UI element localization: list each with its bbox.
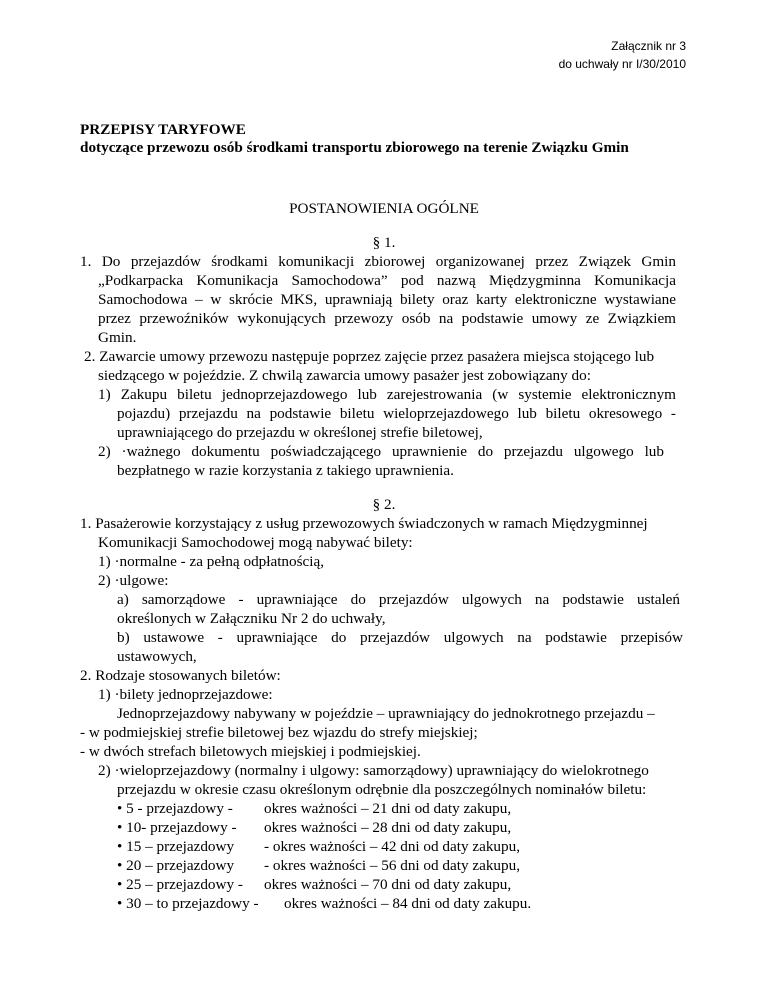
- par2-line: 2. Rodzaje stosowanych biletów:: [80, 667, 281, 684]
- par2-line: 1) ·bilety jednoprzejazdowe:: [98, 686, 273, 703]
- par2-line: 2) ·wieloprzejazdowy (normalny i ulgowy: samorządowy) uprawniający do wielokrotnego: [98, 762, 649, 779]
- annex-line-1: Załącznik nr 3: [611, 39, 686, 53]
- par1-line: 1. Do przejazdów środkami komunikacji zbiorowej organizowanej przez Związek Gmin: [80, 253, 676, 270]
- par1-line: 2) ·ważnego dokumentu poświadczającego uprawnienie do przejazdu ulgowego lub: [98, 443, 664, 460]
- par2-line: - w podmiejskiej strefie biletowej bez wjazdu do strefy miejskiej;: [80, 724, 478, 741]
- par2-line: przejazdu w okresie czasu określonym odrębnie dla poszczególnych nominałów biletu:: [117, 781, 647, 798]
- par2-line: Komunikacji Samochodowej mogą nabywać bilety:: [98, 534, 413, 551]
- ticket-type: • 20 – przejazdowy: [117, 857, 235, 874]
- par1-line: bezpłatnego w razie korzystania z takiego uprawnienia.: [117, 462, 454, 479]
- par1-line: Gmin.: [98, 329, 137, 346]
- ticket-type: • 5 - przejazdowy -: [117, 800, 233, 817]
- ticket-validity: okres ważności – 28 dni od daty zakupu,: [264, 819, 512, 836]
- paragraph-sign-1: § 1.: [372, 234, 396, 251]
- par1-line: przez przewoźników wykonujących przewozy osób na podstawie umowy ze Związkiem: [98, 310, 676, 327]
- ticket-validity: - okres ważności – 56 dni od daty zakupu,: [264, 857, 521, 874]
- par1-line: Samochodowa – w skrócie MKS, uprawniają bilety oraz karty elektroniczne wystawiane: [98, 291, 676, 308]
- par2-line: b) ustawowe - uprawniające do przejazdów ulgowych na podstawie przepisów: [117, 629, 683, 646]
- ticket-validity: - okres ważności – 42 dni od daty zakupu,: [264, 838, 521, 855]
- par2-line: 1) ·normalne - za pełną odpłatnością,: [98, 553, 325, 570]
- document-title: PRZEPISY TARYFOWE: [80, 121, 246, 138]
- annex-line-2: do uchwały nr I/30/2010: [558, 57, 686, 71]
- ticket-type: • 30 – to przejazdowy -: [117, 895, 259, 912]
- par2-line: a) samorządowe - uprawniające do przejazdów ulgowych na podstawie ustaleń: [117, 591, 680, 608]
- par2-line: określonych w Załączniku Nr 2 do uchwały,: [117, 610, 386, 627]
- par2-line: 1. Pasażerowie korzystający z usług przewozowych świadczonych w ramach Międzygminnej: [80, 515, 648, 532]
- par1-line: 1) Zakupu biletu jednoprzejazdowego lub zarejestrowania (w systemie elektronicznym: [98, 386, 676, 403]
- document-subtitle: dotyczące przewozu osób środkami transportu zbiorowego na terenie Związku Gmin: [80, 139, 629, 156]
- par1-line: uprawniającego do przejazdu w określonej strefie biletowej,: [117, 424, 483, 441]
- paragraph-sign-2: § 2.: [372, 496, 396, 513]
- par2-line: Jednoprzejazdowy nabywany w pojeździe – uprawniający do jednokrotnego przejazdu –: [117, 705, 655, 722]
- ticket-validity: okres ważności – 21 dni od daty zakupu,: [264, 800, 512, 817]
- par1-line: 2. Zawarcie umowy przewozu następuje poprzez zajęcie przez pasażera miejsca stojącego lub: [84, 348, 655, 365]
- par1-line: siedzącego w pojeździe. Z chwilą zawarcia umowy pasażer jest zobowiązany do:: [98, 367, 591, 384]
- ticket-type: • 25 – przejazdowy -: [117, 876, 243, 893]
- par2-line: 2) ·ulgowe:: [98, 572, 169, 589]
- par2-line: ustawowych,: [117, 648, 197, 665]
- ticket-validity: okres ważności – 84 dni od daty zakupu.: [284, 895, 532, 912]
- ticket-type: • 10- przejazdowy -: [117, 819, 237, 836]
- ticket-validity: okres ważności – 70 dni od daty zakupu,: [264, 876, 512, 893]
- par2-line: - w dwóch strefach biletowych miejskiej i podmiejskiej.: [80, 743, 421, 760]
- section-heading: POSTANOWIENIA OGÓLNE: [289, 200, 479, 217]
- ticket-type: • 15 – przejazdowy: [117, 838, 235, 855]
- par1-line: „Podkarpacka Komunikacja Samochodowa” pod nazwą Międzygminna Komunikacja: [98, 272, 676, 289]
- par1-line: pojazdu) przejazdu na podstawie biletu wieloprzejazdowego lub biletu okresowego -: [117, 405, 676, 422]
